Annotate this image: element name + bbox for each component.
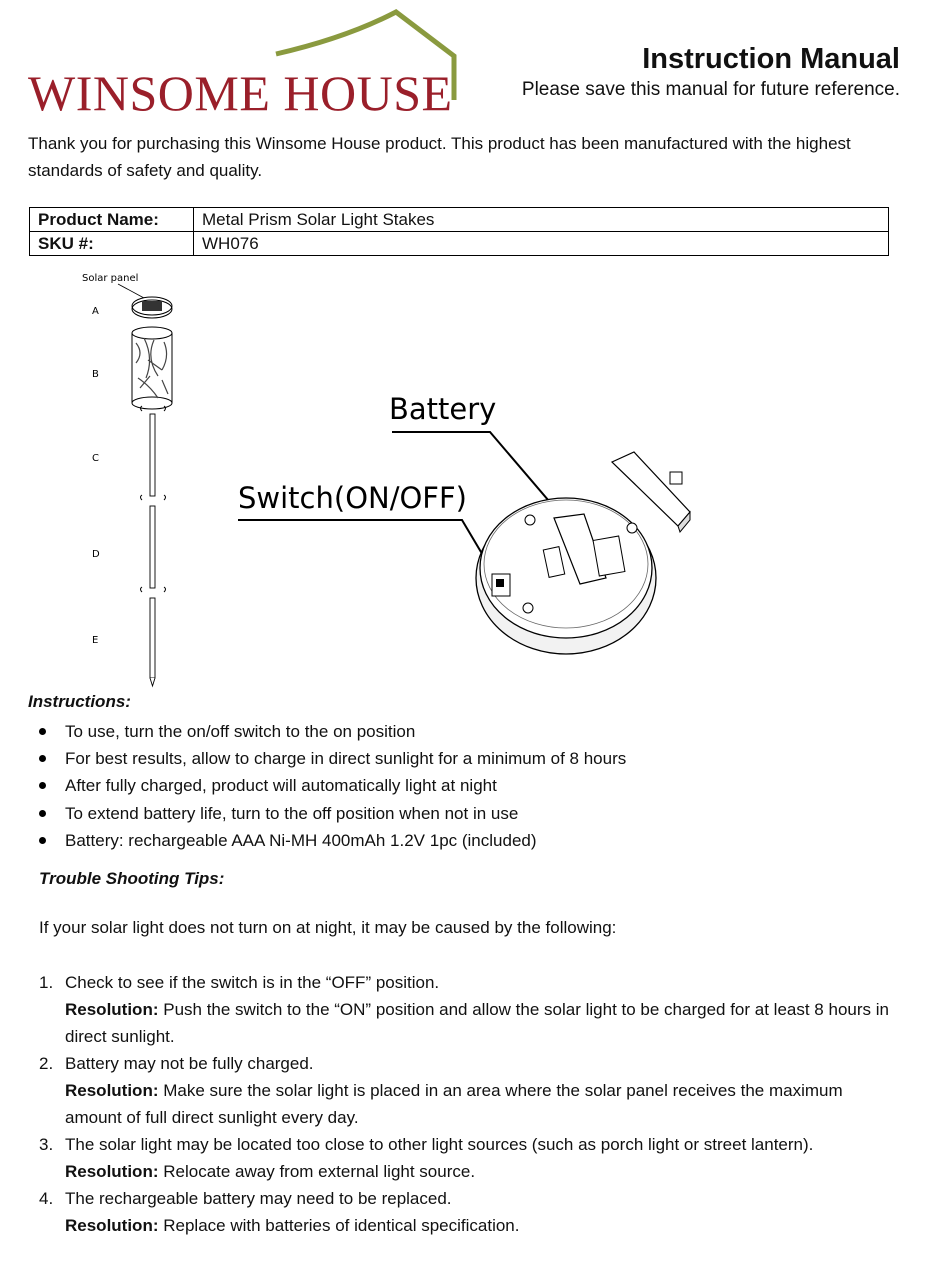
- resolution-label: Resolution:: [65, 1081, 159, 1100]
- troubleshooting-list: [39, 969, 899, 1239]
- page-subtitle: Please save this manual for future reference.: [521, 79, 900, 100]
- bullet-icon: [39, 837, 46, 844]
- resolution-label: Resolution:: [65, 1162, 159, 1181]
- list-item: After fully charged, product will automatically light at night: [28, 772, 908, 799]
- list-item: Battery: rechargeable AAA Ni-MH 400mAh 1.2V 1pc (included): [28, 827, 908, 854]
- brand-name: WINSOME HOUSE: [28, 65, 453, 121]
- battery-cover-icon: [612, 452, 690, 526]
- list-item: For best results, allow to charge in direct sunlight for a minimum of 8 hours: [28, 745, 908, 772]
- instructions-heading: Instructions:: [28, 692, 131, 711]
- page-title: Instruction Manual: [642, 43, 900, 75]
- product-name-value: Metal Prism Solar Light Stakes: [194, 208, 889, 232]
- instructions-list: [28, 718, 908, 854]
- solar-panel-icon: [142, 301, 162, 311]
- resolution-text: Resolution: Replace with batteries of identical specification.: [65, 1216, 520, 1235]
- troubleshooting-heading: Trouble Shooting Tips:: [39, 869, 225, 888]
- bullet-icon: [39, 810, 46, 817]
- item-number: 3.: [39, 1135, 54, 1154]
- troubleshooting-intro: If your solar light does not turn on at night, it may be caused by the following:: [39, 918, 617, 937]
- brand-logo: [26, 8, 466, 121]
- problem-text: Battery may not be fully charged.: [65, 1054, 314, 1073]
- part-label-d: D: [92, 549, 100, 560]
- product-name-label: Product Name:: [30, 208, 194, 232]
- battery-label: Battery: [389, 392, 497, 426]
- part-label-a: A: [92, 306, 99, 317]
- resolution-label: Resolution:: [65, 1000, 159, 1019]
- part-label-c: C: [92, 453, 99, 464]
- problem-text: Check to see if the switch is in the “OFF” position.: [65, 973, 440, 992]
- item-number: 2.: [39, 1054, 54, 1073]
- product-info-table: [29, 207, 889, 256]
- table-row: [30, 208, 889, 232]
- part-label-b: B: [92, 369, 99, 380]
- item-number: 4.: [39, 1189, 54, 1208]
- list-item: To use, turn the on/off switch to the on position: [28, 718, 908, 745]
- resolution-text: Resolution: Make sure the solar light is placed in an area where the solar panel receives the maximum amount of full direct sunlight every day.: [65, 1081, 843, 1127]
- list-item: [39, 1185, 899, 1239]
- list-item: [39, 969, 899, 1050]
- part-label-e: E: [92, 635, 99, 646]
- bullet-icon: [39, 755, 46, 762]
- title-block: [522, 42, 900, 102]
- table-row: [30, 232, 889, 256]
- stake-assembly-diagram: [78, 268, 188, 688]
- list-item: [39, 1050, 899, 1131]
- bullet-icon: [39, 782, 46, 789]
- battery-switch-diagram: [234, 388, 704, 668]
- resolution-text: Resolution: Push the switch to the “ON” position and allow the solar light to be charged for at least 8 hours in direct sunlight.: [65, 1000, 889, 1046]
- list-item: To extend battery life, turn to the off position when not in use: [28, 800, 908, 827]
- problem-text: The rechargeable battery may need to be replaced.: [65, 1189, 452, 1208]
- sku-value: WH076: [194, 232, 889, 256]
- solar-panel-label: Solar panel: [82, 273, 139, 284]
- item-number: 1.: [39, 973, 54, 992]
- intro-text: Thank you for purchasing this Winsome House product. This product has been manufactured with the highest standards of safety and quality.: [28, 134, 851, 180]
- list-item: [39, 1131, 899, 1185]
- sku-label: SKU #:: [30, 232, 194, 256]
- bullet-icon: [39, 728, 46, 735]
- problem-text: The solar light may be located too close to other light sources (such as porch light or street lantern).: [65, 1135, 814, 1154]
- resolution-text: Resolution: Relocate away from external light source.: [65, 1162, 476, 1181]
- switch-label: Switch(ON/OFF): [238, 481, 467, 515]
- resolution-label: Resolution:: [65, 1216, 159, 1235]
